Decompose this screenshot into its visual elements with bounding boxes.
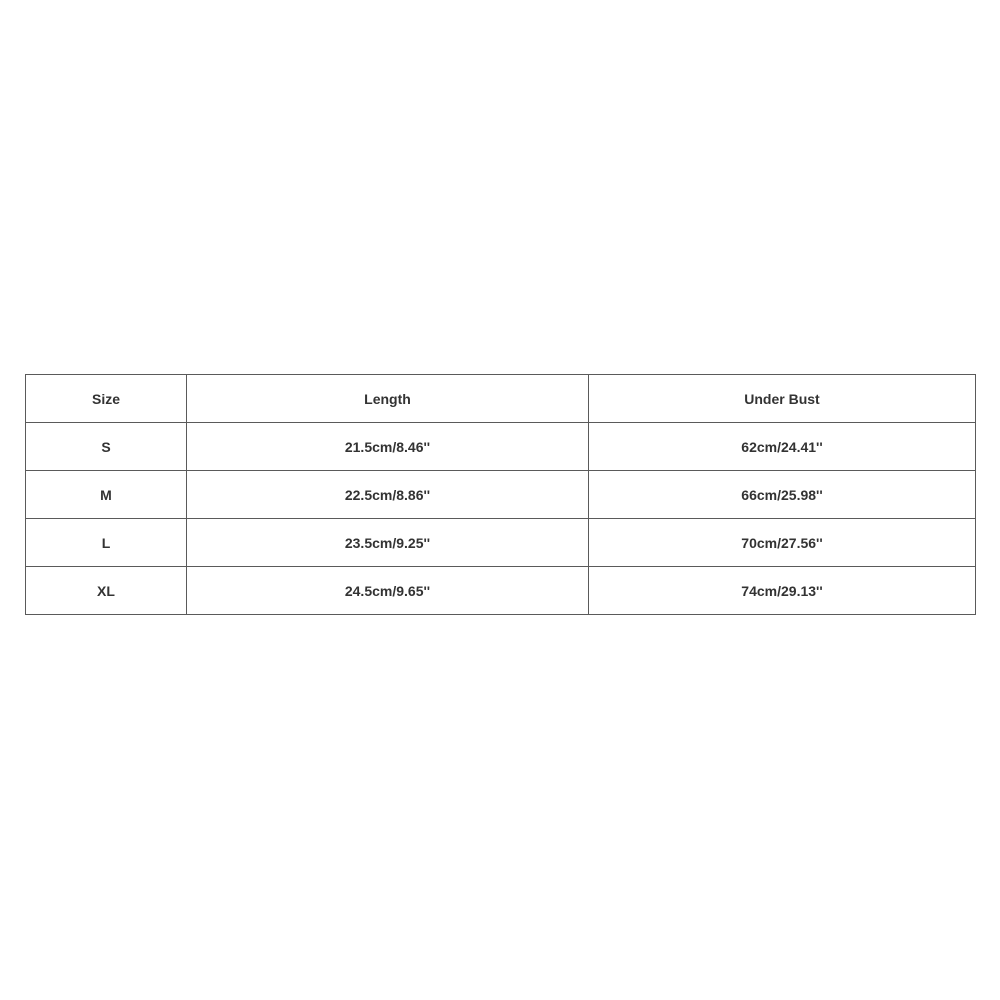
size-chart-table: [25, 374, 976, 615]
table-row: [26, 519, 976, 567]
header-size: Size: [26, 375, 187, 423]
table-row: [26, 423, 976, 471]
under-bust-cell: 62cm/24.41'': [589, 423, 976, 471]
size-cell: S: [26, 423, 187, 471]
under-bust-cell: 66cm/25.98'': [589, 471, 976, 519]
size-cell: XL: [26, 567, 187, 615]
length-cell: 21.5cm/8.46'': [187, 423, 589, 471]
size-cell: L: [26, 519, 187, 567]
size-cell: M: [26, 471, 187, 519]
table-row: [26, 471, 976, 519]
header-length: Length: [187, 375, 589, 423]
table-header-row: [26, 375, 976, 423]
length-cell: 23.5cm/9.25'': [187, 519, 589, 567]
length-cell: 22.5cm/8.86'': [187, 471, 589, 519]
under-bust-cell: 70cm/27.56'': [589, 519, 976, 567]
under-bust-cell: 74cm/29.13'': [589, 567, 976, 615]
table-row: [26, 567, 976, 615]
length-cell: 24.5cm/9.65'': [187, 567, 589, 615]
header-under-bust: Under Bust: [589, 375, 976, 423]
